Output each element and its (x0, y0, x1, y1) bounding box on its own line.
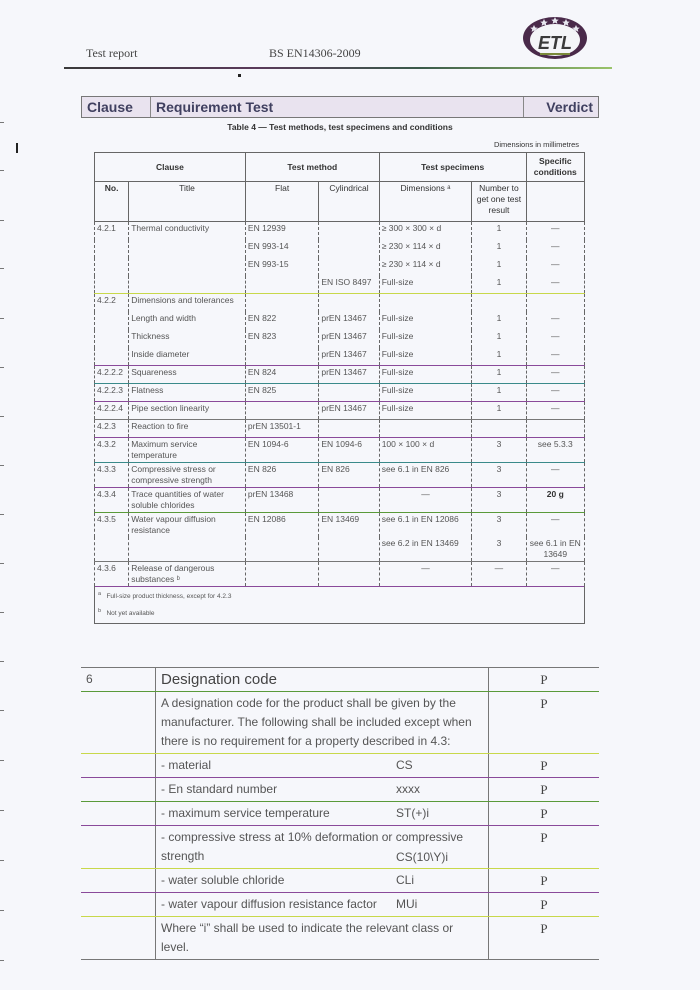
designation-item-row (81, 826, 599, 869)
designation-item-label: - maximum service temperature (161, 806, 330, 820)
dimensions (379, 420, 472, 438)
cylindrical-method: EN ISO 8497 (319, 276, 379, 294)
clause-title (129, 276, 246, 294)
flat-method: prEN 13501-1 (245, 420, 318, 438)
clause-no (95, 258, 129, 276)
cylindrical-method: prEN 13467 (319, 366, 379, 384)
clause-number: 6 (81, 668, 156, 692)
designation-item (156, 869, 489, 893)
flat-method: EN 826 (245, 463, 318, 488)
dimensions: Full-size (379, 330, 472, 348)
specific-conditions: — (526, 348, 584, 366)
designation-code-value: MUi (396, 897, 418, 911)
specific-conditions: 20 g (526, 488, 584, 513)
flat-method (245, 562, 318, 587)
dimensions: see 6.1 in EN 826 (379, 463, 472, 488)
flat-method (245, 276, 318, 294)
flat-method: EN 12939 (245, 222, 318, 240)
flat-method: EN 993-15 (245, 258, 318, 276)
th-number: Number to get one test result (472, 182, 526, 222)
clause-column-header: Clause (82, 97, 151, 117)
cylindrical-method: EN 13469 (319, 513, 379, 538)
specific-conditions: — (526, 312, 584, 330)
specific-conditions: — (526, 562, 584, 587)
flat-method: EN 1094-6 (245, 438, 318, 463)
units-note: Dimensions in millimetres (493, 140, 579, 149)
specimen-count: 3 (472, 438, 526, 463)
verdict: P (489, 668, 600, 692)
dimensions: ≥ 230 × 114 × d (379, 240, 472, 258)
etl-logo (520, 13, 590, 61)
specific-conditions (526, 420, 584, 438)
specific-conditions: — (526, 240, 584, 258)
table-row (95, 258, 585, 276)
verdict: P (489, 802, 600, 826)
clause-header-bar (81, 96, 599, 118)
table-row (95, 537, 585, 562)
table-row (95, 240, 585, 258)
th-no: No. (95, 182, 129, 222)
dimensions: — (379, 562, 472, 587)
cylindrical-method: EN 1094-6 (319, 438, 379, 463)
specimen-count (472, 294, 526, 312)
clause-no: 4.3.6 (95, 562, 129, 587)
specimen-count: 1 (472, 384, 526, 402)
table-row (95, 402, 585, 420)
verdict: P (489, 869, 600, 893)
specific-conditions (526, 294, 584, 312)
designation-item-label: - En standard number (161, 782, 278, 796)
clause-title: Compressive stress or compressive strength (129, 463, 246, 488)
th-specific-conditions: Specific conditions (526, 153, 584, 182)
clause-no: 4.2.2.2 (95, 366, 129, 384)
flat-method (245, 348, 318, 366)
clause-no: 4.3.5 (95, 513, 129, 538)
specimen-count: 1 (472, 402, 526, 420)
designation-title: Designation code (156, 668, 489, 692)
verdict-column-header: Verdict (546, 99, 593, 115)
cylindrical-method: prEN 13467 (319, 348, 379, 366)
specimen-count: 1 (472, 240, 526, 258)
cylindrical-method (319, 222, 379, 240)
designation-code-value: ST(+)i (396, 806, 429, 820)
clause-title: Thermal conductivity (129, 222, 246, 240)
cylindrical-method (319, 562, 379, 587)
header-rule (64, 67, 612, 69)
clause-no (95, 276, 129, 294)
designation-item-row (81, 778, 599, 802)
designation-item (156, 893, 489, 917)
designation-code-value: xxxx (396, 782, 420, 796)
footnote-text: Full-size product thickness, except for 4.2.3 (106, 593, 232, 601)
designation-code-value: CLi (396, 873, 415, 887)
verdict: P (489, 893, 600, 917)
dimensions: see 6.2 in EN 13469 (379, 537, 472, 562)
specimen-count: 1 (472, 366, 526, 384)
designation-code-value: CS(10\Y)i (396, 850, 449, 864)
verdict: P (489, 917, 600, 960)
flat-method: EN 823 (245, 330, 318, 348)
clause-no: 4.2.2.3 (95, 384, 129, 402)
flat-method: EN 993-14 (245, 240, 318, 258)
table-row (95, 294, 585, 312)
specimen-count: 1 (472, 330, 526, 348)
specimen-count: 1 (472, 258, 526, 276)
specimen-count: 3 (472, 488, 526, 513)
footnote-mark: b (98, 608, 102, 615)
designation-item-label: - compressive stress at 10% deformation or compressive strength (161, 830, 464, 863)
specimen-count: 3 (472, 537, 526, 562)
dimensions: Full-size (379, 276, 472, 294)
specimen-count: 3 (472, 513, 526, 538)
clause-no (95, 330, 129, 348)
footnote-row (95, 604, 585, 624)
specific-conditions: — (526, 463, 584, 488)
designation-intro-row (81, 692, 599, 754)
cylindrical-method (319, 258, 379, 276)
designation-item-label: - water soluble chloride (161, 873, 285, 887)
specific-conditions: — (526, 384, 584, 402)
specimen-count: 1 (472, 276, 526, 294)
cylindrical-method: prEN 13467 (319, 330, 379, 348)
dimensions: ≥ 230 × 114 × d (379, 258, 472, 276)
clause-no: 4.3.3 (95, 463, 129, 488)
verdict: P (489, 826, 600, 869)
clause-title: Dimensions and tolerances (129, 294, 246, 312)
table-row (95, 384, 585, 402)
th-clause: Clause (95, 153, 246, 182)
designation-title-row (81, 668, 599, 692)
clause-title: Reaction to fire (129, 420, 246, 438)
designation-note: Where “i” shall be used to indicate the relevant class or level. (156, 917, 489, 960)
dimensions: Full-size (379, 312, 472, 330)
specimen-count: 1 (472, 312, 526, 330)
clause-title: Trace quantities of water soluble chlorides (129, 488, 246, 513)
cylindrical-method (319, 294, 379, 312)
flat-method (245, 294, 318, 312)
designation-item (156, 778, 489, 802)
report-frame (81, 96, 599, 624)
clause-no (95, 312, 129, 330)
cylindrical-method (319, 488, 379, 513)
designation-intro: A designation code for the product shall be given by the manufacturer. The following shall be included except when there is no requirement for a property described in 4.3: (156, 692, 489, 754)
standard-label: BS EN14306-2009 (269, 46, 361, 60)
dimensions: Full-size (379, 402, 472, 420)
specimen-count: 3 (472, 463, 526, 488)
flat-method (245, 402, 318, 420)
clause-title: Flatness (129, 384, 246, 402)
specific-conditions: — (526, 402, 584, 420)
report-label: Test report (86, 46, 138, 60)
cylindrical-method: prEN 13467 (319, 312, 379, 330)
clause-title: Release of dangerous substances ᵇ (129, 562, 246, 587)
designation-item-row (81, 869, 599, 893)
verdict: P (489, 754, 600, 778)
designation-item (156, 826, 489, 869)
clause-no (95, 537, 129, 562)
verdict: P (489, 778, 600, 802)
designation-item (156, 754, 489, 778)
flat-method (245, 537, 318, 562)
designation-table (81, 667, 599, 960)
dimensions: Full-size (379, 366, 472, 384)
verdict: P (489, 692, 600, 754)
th-test-specimens: Test specimens (379, 153, 526, 182)
table-row (95, 562, 585, 587)
cylindrical-method: EN 826 (319, 463, 379, 488)
test-methods-table (94, 152, 585, 624)
specific-conditions: — (526, 222, 584, 240)
table-caption: Table 4 — Test methods, test specimens and conditions (227, 122, 453, 132)
table-row (95, 513, 585, 538)
flat-method: prEN 13468 (245, 488, 318, 513)
cylindrical-method (319, 240, 379, 258)
specific-conditions: — (526, 330, 584, 348)
clause-no: 4.2.3 (95, 420, 129, 438)
clause-no: 4.2.2 (95, 294, 129, 312)
dimensions: — (379, 488, 472, 513)
cylindrical-method (319, 537, 379, 562)
footnote-mark: a (98, 591, 102, 597)
table-row (95, 276, 585, 294)
th-empty (526, 182, 584, 222)
th-dimensions: Dimensions ᵃ (379, 182, 472, 222)
cylindrical-method: prEN 13467 (319, 402, 379, 420)
clause-no (95, 348, 129, 366)
designation-item-label: - material (161, 758, 212, 772)
specimen-count: — (472, 562, 526, 587)
table-row (95, 420, 585, 438)
clause-title: Length and width (129, 312, 246, 330)
scan-speck (238, 74, 241, 77)
specific-conditions: — (526, 258, 584, 276)
designation-item-row (81, 754, 599, 778)
table-row (95, 488, 585, 513)
footnote-text: Not yet available (106, 610, 155, 618)
designation-note-row (81, 917, 599, 960)
designation-item-label: - water vapour diffusion resistance factor (161, 897, 377, 911)
cylindrical-method (319, 420, 379, 438)
dimensions: see 6.1 in EN 12086 (379, 513, 472, 538)
clause-title (129, 258, 246, 276)
dimensions: Full-size (379, 348, 472, 366)
specimen-count: 1 (472, 222, 526, 240)
clause-title: Pipe section linearity (129, 402, 246, 420)
designation-code-value: CS (396, 758, 413, 772)
specific-conditions: — (526, 513, 584, 538)
table-row (95, 463, 585, 488)
clause-no: 4.3.2 (95, 438, 129, 463)
clause-no (95, 240, 129, 258)
table-row (95, 348, 585, 366)
designation-item-row (81, 802, 599, 826)
dimensions: Full-size (379, 384, 472, 402)
cylindrical-method (319, 384, 379, 402)
th-flat: Flat (245, 182, 318, 222)
th-cylindrical: Cylindrical (319, 182, 379, 222)
table-row (95, 438, 585, 463)
table-row (95, 330, 585, 348)
dimensions (379, 294, 472, 312)
scan-speck (16, 143, 18, 153)
svg-text:ETL: ETL (538, 33, 572, 53)
clause-title (129, 537, 246, 562)
designation-item (156, 802, 489, 826)
footnote-row (95, 587, 585, 605)
th-title: Title (129, 182, 246, 222)
clause-no: 4.3.4 (95, 488, 129, 513)
clause-no: 4.2.2.4 (95, 402, 129, 420)
table-row (95, 312, 585, 330)
specific-conditions: — (526, 366, 584, 384)
flat-method: EN 12086 (245, 513, 318, 538)
dimensions: ≥ 300 × 300 × d (379, 222, 472, 240)
table-row (95, 222, 585, 240)
table-row (95, 366, 585, 384)
clause-title: Squareness (129, 366, 246, 384)
clause-title: Thickness (129, 330, 246, 348)
clause-title: Water vapour diffusion resistance (129, 513, 246, 538)
requirement-column-header: Requirement Test (151, 97, 524, 117)
dimensions: 100 × 100 × d (379, 438, 472, 463)
clause-title (129, 240, 246, 258)
specific-conditions: see 6.1 in EN 13649 (526, 537, 584, 562)
clause-no: 4.2.1 (95, 222, 129, 240)
flat-method: EN 825 (245, 384, 318, 402)
flat-method: EN 822 (245, 312, 318, 330)
flat-method: EN 824 (245, 366, 318, 384)
th-test-method: Test method (245, 153, 379, 182)
clause-title: Maximum service temperature (129, 438, 246, 463)
specimen-count (472, 420, 526, 438)
specific-conditions: — (526, 276, 584, 294)
clause-title: Inside diameter (129, 348, 246, 366)
specimen-count: 1 (472, 348, 526, 366)
designation-item-row (81, 893, 599, 917)
specific-conditions: see 5.3.3 (526, 438, 584, 463)
